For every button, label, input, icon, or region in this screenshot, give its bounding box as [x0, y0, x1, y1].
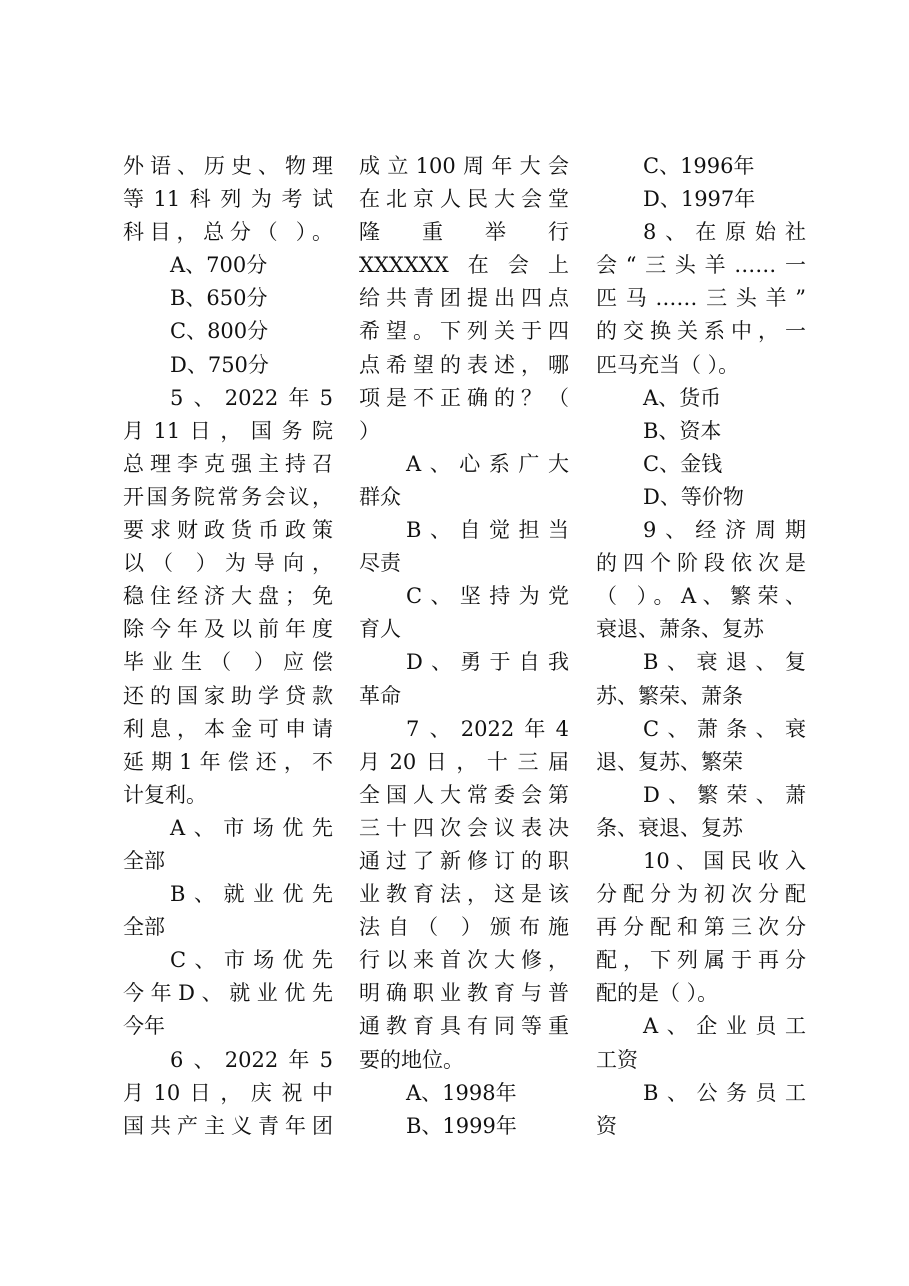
text-line: 育人: [359, 617, 401, 642]
text-line: C、坚持为党: [406, 584, 569, 609]
text-line: A、700分: [170, 253, 268, 278]
text-line: 月20日，十三届: [359, 749, 569, 774]
text-line: 国共产主义青年团: [123, 1113, 333, 1138]
text-line: 衰退、萧条、复苏: [596, 617, 764, 642]
text-line: D、1997年: [643, 187, 756, 212]
text-line: 总理李克强主持召: [123, 451, 333, 476]
text-line: B、自觉担当: [406, 518, 569, 543]
text-line: 今年D、就业优先: [123, 981, 333, 1006]
text-line: 外语、历史、物理: [123, 154, 333, 178]
text-column-left: [123, 150, 333, 1143]
text-line: C、1996年: [643, 154, 755, 178]
text-line: XXXXXX在会上: [359, 253, 569, 278]
text-line: 再分配和第三次分: [596, 915, 806, 940]
text-line: 通过了新修订的职: [359, 848, 569, 873]
text-line: 给共青团提出四点: [359, 286, 569, 311]
text-line: 月11日，国务院: [123, 418, 333, 443]
text-line: 条、衰退、复苏: [596, 815, 743, 840]
text-line: 隆重举行: [359, 220, 569, 245]
text-line: 配的是（ ）。: [596, 981, 719, 1006]
text-line: 明确职业教育与普: [359, 981, 569, 1006]
text-line: 利息，本金可申请: [123, 716, 333, 741]
text-line: D、勇于自我: [406, 650, 569, 675]
text-line: 尽责: [359, 551, 401, 576]
text-line: 革命: [359, 683, 401, 708]
text-line: 点希望的表述，哪: [359, 352, 569, 377]
text-line: C、市场优先: [170, 948, 333, 973]
text-line: （ ）。A、繁荣、: [596, 584, 806, 609]
text-line: 以（ ）为导向，: [123, 551, 333, 576]
text-line: 的四个阶段依次是: [596, 551, 806, 576]
text-line: B、650分: [170, 286, 268, 311]
text-line: 科目，总分（ ）。: [123, 220, 333, 245]
text-line: 在北京人民大会堂: [359, 187, 569, 212]
text-line: A、企业员工: [643, 1014, 806, 1039]
text-line: 业教育法，这是该: [359, 882, 569, 907]
text-line: 还的国家助学贷款: [123, 683, 333, 708]
text-line: 法自（ ）颁布施: [359, 915, 569, 940]
text-line: C、金钱: [643, 451, 723, 476]
text-line: 10、国民收入: [643, 848, 806, 873]
text-line: 配，下列属于再分: [596, 948, 806, 973]
text-column-right: [596, 150, 806, 1143]
text-line: 今年: [123, 1014, 165, 1039]
text-line: 7、2022年4: [406, 716, 569, 741]
text-line: 等11科列为考试: [123, 187, 333, 212]
text-line: 要求财政货币政策: [123, 518, 333, 543]
text-line: 分配分为初次分配: [596, 882, 806, 907]
text-line: 毕业生（ ）应偿: [123, 650, 333, 675]
text-line: B、公务员工: [643, 1080, 806, 1105]
text-line: 行以来首次大修，: [359, 948, 569, 973]
text-line: 成立100周年大会: [359, 154, 569, 178]
text-line: 的交换关系中，一: [596, 319, 806, 344]
text-line: 项是不正确的？（: [359, 385, 569, 410]
text-line: A、市场优先: [170, 815, 333, 840]
text-line: B、就业优先: [170, 882, 333, 907]
text-line: 工资: [596, 1047, 638, 1072]
text-line: C、800分: [170, 319, 269, 344]
text-line: 5、2022年5: [170, 385, 333, 410]
text-line: D、等价物: [643, 484, 744, 509]
text-line: B、衰退、复: [643, 650, 806, 675]
text-line: 退、复苏、繁荣: [596, 749, 743, 774]
text-line: 全国人大常委会第: [359, 782, 569, 807]
text-line: 计复利。: [123, 782, 207, 807]
text-line: 群众: [359, 484, 401, 509]
text-line: 全部: [123, 848, 165, 873]
text-line: 6、2022年5: [170, 1047, 333, 1072]
text-line: 资: [596, 1113, 617, 1138]
text-line: 苏、繁荣、萧条: [596, 683, 743, 708]
text-line: 三十四次会议表决: [359, 815, 569, 840]
text-line: ）: [359, 418, 380, 443]
text-line: 匹马……三头羊”: [596, 286, 806, 311]
text-line: D、750分: [170, 352, 269, 377]
text-line: 匹马充当（ ）。: [596, 352, 740, 377]
text-line: 除今年及以前年度: [123, 617, 333, 642]
text-line: 月10日，庆祝中: [123, 1080, 333, 1105]
text-line: 要的地位。: [359, 1047, 464, 1072]
text-line: 希望。下列关于四: [359, 319, 569, 344]
text-line: 全部: [123, 915, 165, 940]
text-line: 会“三头羊……一: [596, 253, 806, 278]
text-line: 延期1年偿还，不: [123, 749, 333, 774]
text-line: C、萧条、衰: [643, 716, 806, 741]
text-line: D、繁荣、萧: [643, 782, 806, 807]
text-line: A、心系广大: [406, 451, 569, 476]
text-line: A、1998年: [406, 1080, 517, 1105]
text-line: 开国务院常务会议，: [123, 484, 333, 509]
text-line: 9、经济周期: [643, 518, 806, 543]
text-line: 稳住经济大盘；免: [123, 584, 333, 609]
text-line: 通教育具有同等重: [359, 1014, 569, 1039]
text-line: B、资本: [643, 418, 722, 443]
text-line: B、1999年: [406, 1113, 517, 1138]
text-line: A、货币: [643, 385, 722, 410]
text-column-middle: [359, 150, 569, 1143]
text-line: 8、在原始社: [643, 220, 806, 245]
